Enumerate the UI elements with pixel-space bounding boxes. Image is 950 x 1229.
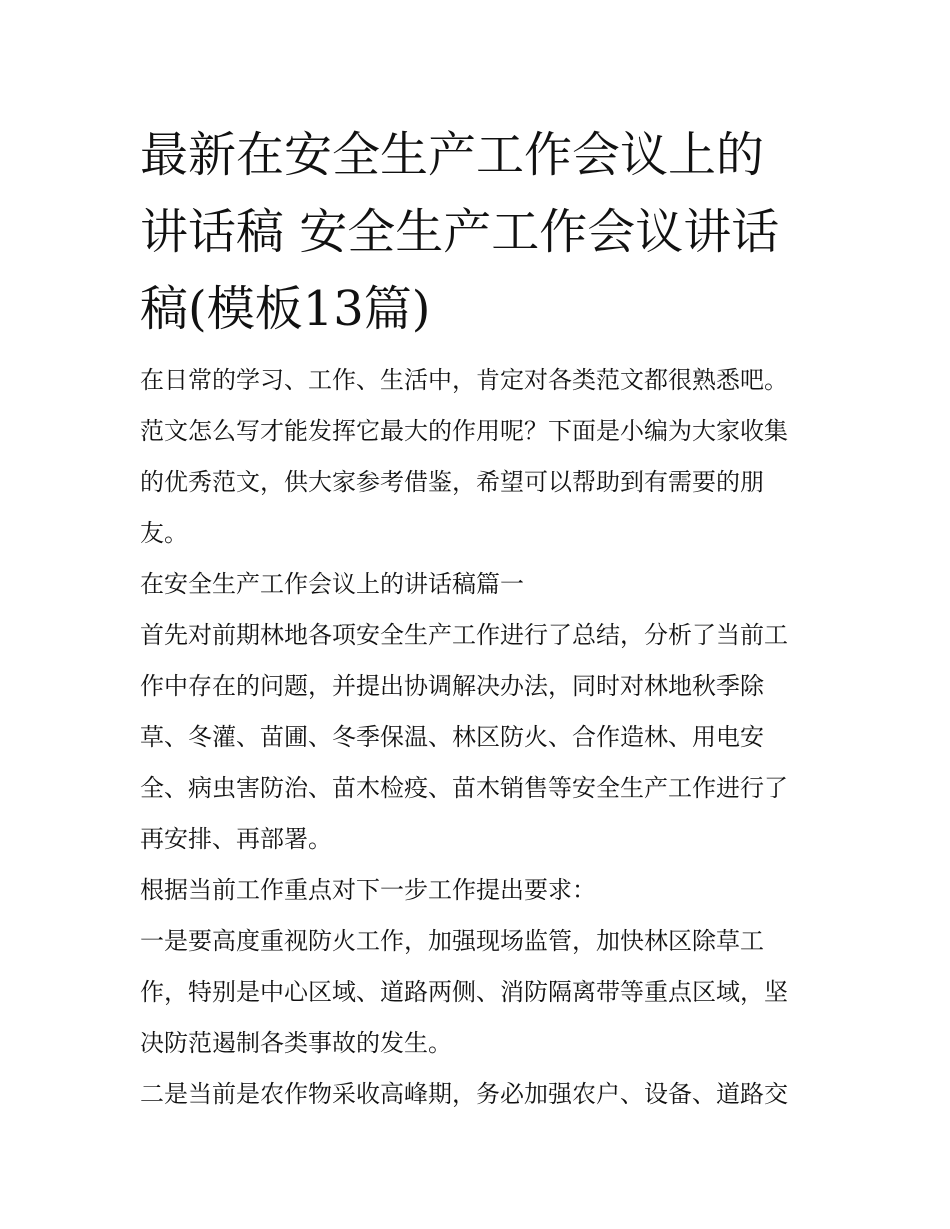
- text-line: 作，特别是中心区域、道路两侧、消防隔离带等重点区域，坚: [140, 978, 788, 1006]
- requirement-two-paragraph: [140, 1069, 830, 1120]
- text-line: 全、病虫害防治、苗木检疫、苗木销售等安全生产工作进行了: [140, 774, 788, 802]
- text-line: 首先对前期林地各项安全生产工作进行了总结，分析了当前工: [140, 621, 788, 649]
- document-title: [140, 117, 820, 348]
- title-line: 最新在安全生产工作会议上的: [140, 127, 765, 183]
- text-line: 在日常的学习、工作、生活中，肯定对各类范文都很熟悉吧。: [140, 366, 788, 394]
- intro-paragraph: [140, 355, 830, 559]
- document-body: [140, 355, 830, 1120]
- title-line: 讲话稿 安全生产工作会议讲话: [140, 204, 780, 260]
- text-line: 的优秀范文，供大家参考借鉴，希望可以帮助到有需要的朋: [140, 468, 764, 496]
- text-line: 一是要高度重视防火工作，加强现场监管，加快林区除草工: [140, 927, 764, 955]
- text-line: 友。: [140, 519, 188, 547]
- section-heading: [140, 559, 830, 610]
- requirements-intro: [140, 865, 830, 916]
- text-line: 范文怎么写才能发挥它最大的作用呢？下面是小编为大家收集: [140, 417, 788, 445]
- text-line: 再安排、再部署。: [140, 825, 332, 853]
- requirement-one-paragraph: [140, 916, 830, 1069]
- text-line: 草、冬灌、苗圃、冬季保温、林区防火、合作造林、用电安: [140, 723, 764, 751]
- text-line: 决防范遏制各类事故的发生。: [140, 1029, 452, 1057]
- text-line: 在安全生产工作会议上的讲话稿篇一: [140, 570, 524, 598]
- text-line: 作中存在的问题，并提出协调解决办法，同时对林地秋季除: [140, 672, 764, 700]
- summary-paragraph: [140, 610, 830, 865]
- text-line: 二是当前是农作物采收高峰期，务必加强农户、设备、道路交: [140, 1080, 788, 1108]
- text-line: 根据当前工作重点对下一步工作提出要求：: [140, 876, 596, 904]
- title-line: 稿(模板13篇): [140, 281, 431, 337]
